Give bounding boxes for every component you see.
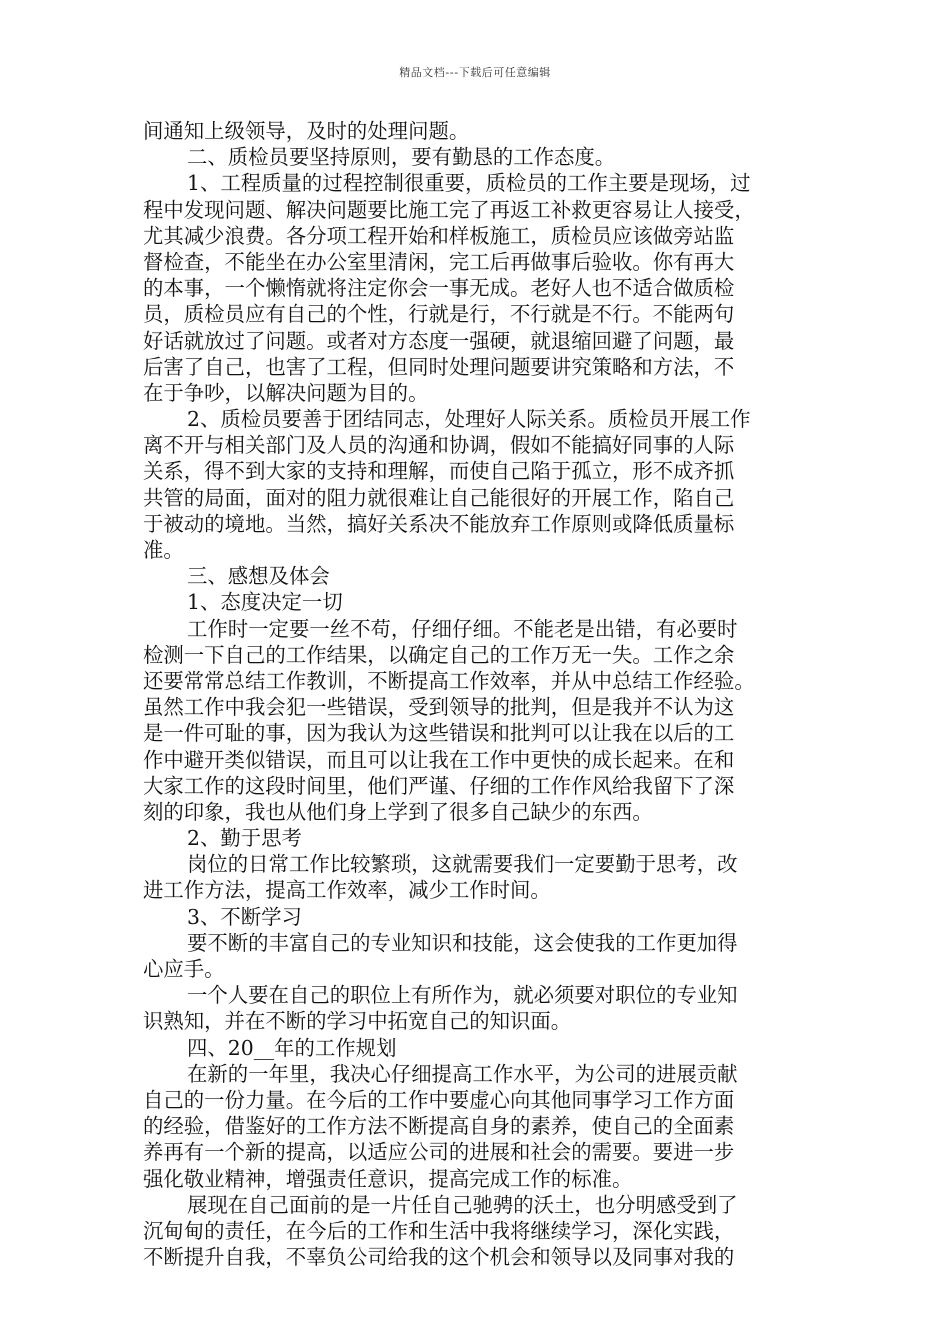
- text-line: 检测一下自己的工作结果，以确定自己的工作万无一失。工作之余: [143, 642, 735, 667]
- text-line: 于被动的境地。当然，搞好关系决不能放弃工作原则或降低质量标: [143, 511, 735, 536]
- text-line: 在新的一年里，我决心仔细提高工作水平，为公司的进展贡献: [187, 1061, 738, 1086]
- text-line: 虽然工作中我会犯一些错误，受到领导的批判，但是我并不认为这: [143, 695, 735, 720]
- text-line: 大家工作的这段时间里，他们严谨、仔细的工作作风给我留下了深: [143, 773, 735, 798]
- text-line: 二、质检员要坚持原则，要有勤恳的工作态度。: [187, 145, 616, 170]
- text-line: 员，质检员应有自己的个性，行就是行，不行就是不行。不能两句: [143, 302, 735, 327]
- text-line: 2、质检员要善于团结同志，处理好人际关系。质检员开展工作: [187, 407, 751, 432]
- text-line: 刻的印象，我也从他们身上学到了很多自己缺少的东西。: [143, 799, 653, 824]
- text-line: 养再有一个新的提高，以适应公司的进展和社会的需要。要进一步: [143, 1140, 735, 1165]
- text-line: 三、感想及体会: [187, 564, 330, 589]
- text-line: 的本事，一个懒惰就将注定你会一事无成。老好人也不适合做质检: [143, 276, 735, 301]
- text-line: 的经验，借鉴好的工作方法不断提高自身的素养，使自己的全面素: [143, 1114, 735, 1139]
- text-line: 作中避开类似错误，而且可以让我在工作中更快的成长起来。在和: [143, 747, 735, 772]
- text-line: 自己的一份力量。在今后的工作中要虚心向其他同事学习工作方面: [143, 1087, 735, 1112]
- text-line: 心应手。: [143, 957, 225, 981]
- document-body: [143, 118, 815, 1270]
- text-line: 强化敬业精神，增强责任意识，提高完成工作的标准。: [143, 1166, 633, 1191]
- text-line: 督检查，不能坐在办公室里清闲，完工后再做事后验收。你有再大: [143, 249, 735, 274]
- text-line: 展现在自己面前的是一片任自己驰骋的沃土，也分明感受到了: [187, 1192, 738, 1217]
- text-line: 离不开与相关部门及人员的沟通和协调，假如不能搞好同事的人际: [143, 433, 735, 458]
- text-line: 程中发现问题、解决问题要比施工完了再返工补救更容易让人接受，: [143, 197, 755, 222]
- text-line: 四、20__年的工作规划: [187, 1035, 397, 1060]
- text-line: 尤其减少浪费。各分项工程开始和样板施工，质检员应该做旁站监: [143, 223, 735, 248]
- text-line: 要不断的丰富自己的专业知识和技能，这会使我的工作更加得: [187, 930, 738, 955]
- text-line: 工作时一定要一丝不苟，仔细仔细。不能老是出错，有必要时: [187, 616, 738, 641]
- text-line: 1、态度决定一切: [187, 590, 343, 615]
- text-line: 2、勤于思考: [187, 826, 302, 851]
- text-line: 一个人要在自己的职位上有所作为，就必须要对职位的专业知: [187, 983, 738, 1008]
- text-line: 沉甸甸的责任，在今后的工作和生活中我将继续学习，深化实践，: [143, 1218, 735, 1243]
- text-line: 还要常常总结工作教训，不断提高工作效率，并从中总结工作经验。: [143, 668, 755, 693]
- text-line: 3、不断学习: [187, 904, 302, 929]
- text-line: 关系，得不到大家的支持和理解，而使自己陷于孤立，形不成齐抓: [143, 459, 735, 484]
- text-line: 岗位的日常工作比较繁琐，这就需要我们一定要勤于思考，改: [187, 852, 738, 877]
- text-line: 好话就放过了问题。或者对方态度一强硬，就退缩回避了问题，最: [143, 328, 735, 353]
- text-line: 识熟知，并在不断的学习中拓宽自己的知识面。: [143, 1009, 572, 1034]
- page-header: 精品文档---下载后可任意编辑: [399, 66, 551, 79]
- text-line: 共管的局面，面对的阻力就很难让自己能很好的开展工作，陷自己: [143, 485, 735, 510]
- text-line: 进工作方法，提高工作效率，减少工作时间。: [143, 878, 551, 903]
- text-line: 在于争吵，以解决问题为目的。: [143, 380, 429, 405]
- text-line: 是一件可耻的事，因为我认为这些错误和批判可以让我在以后的工: [143, 721, 735, 746]
- text-line: 后害了自己，也害了工程，但同时处理问题要讲究策略和方法，不: [143, 354, 735, 379]
- text-line: 间通知上级领导，及时的处理问题。: [143, 119, 470, 143]
- text-line: 1、工程质量的过程控制很重要，质检员的工作主要是现场，过: [187, 171, 751, 196]
- text-line: 不断提升自我，不辜负公司给我的这个机会和领导以及同事对我的: [143, 1245, 735, 1270]
- text-line: 准。: [143, 538, 184, 562]
